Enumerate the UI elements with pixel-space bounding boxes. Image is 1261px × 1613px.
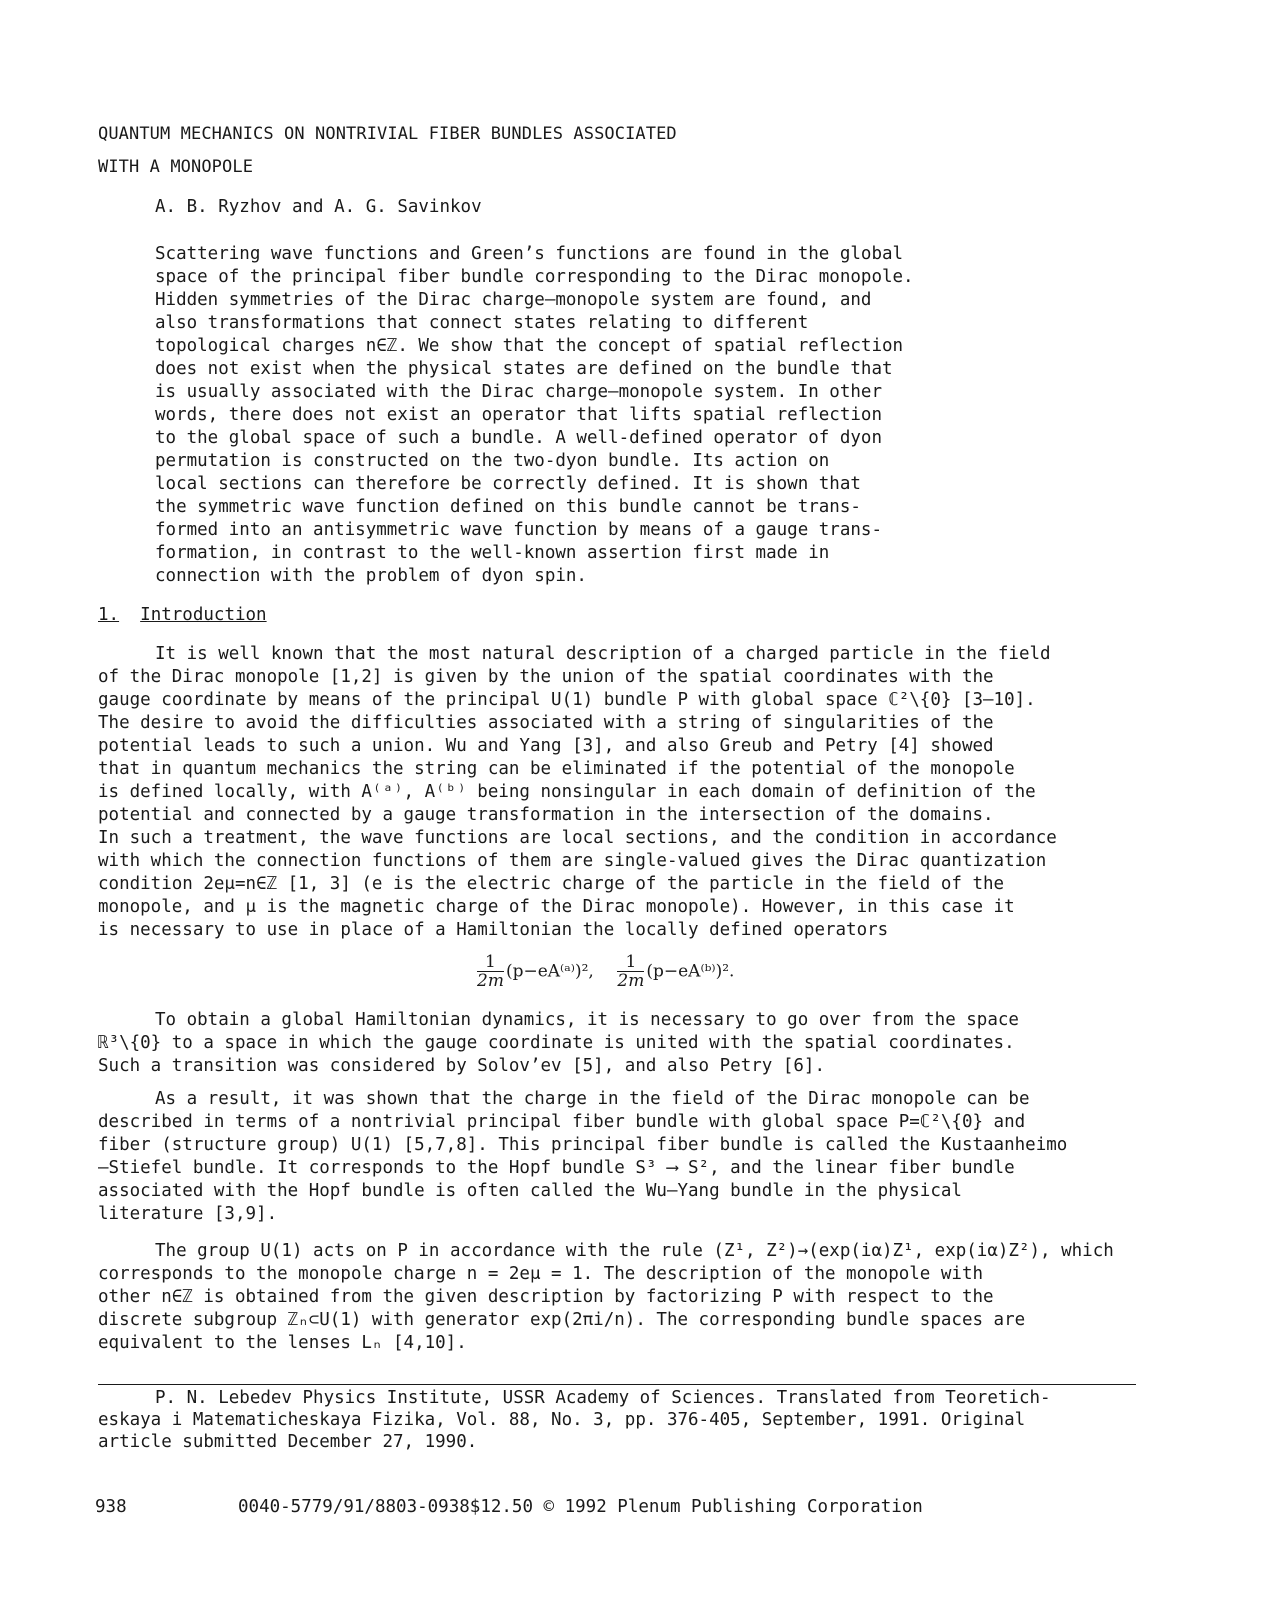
abstract-line: connection with the problem of dyon spin. [155,566,587,586]
formula-expression-b: (p−eA⁽ᵇ⁾)². [646,961,735,982]
body-line: The group U(1) acts on P in accordance with the rule (Z¹, Z²)→(exp(iα)Z¹, exp(iα)Z²), which [155,1241,1114,1261]
body-line: potential and connected by a gauge transformation in the intersection of the domains. [98,805,994,825]
body-line: equivalent to the lenses Lₙ [4,10]. [98,1333,467,1353]
body-line: of the Dirac monopole [1,2] is given by the union of the spatial coordinates with the [98,667,994,687]
fraction-denominator: 2m [477,971,504,991]
fraction [617,953,644,990]
body-line: gauge coordinate by means of the principal U(1) bundle P with global space ℂ²\{0} [3–10]. [98,690,1036,710]
fraction [477,953,504,990]
body-line: is necessary to use in place of a Hamiltonian the locally defined operators [98,920,889,940]
abstract-line: the symmetric wave function defined on this bundle cannot be trans- [155,497,861,517]
body-line: potential leads to such a union. Wu and Yang [3], and also Greub and Petry [4] showed [98,736,994,756]
body-line: To obtain a global Hamiltonian dynamics, it is necessary to go over from the space [155,1010,1019,1030]
body-line: is defined locally, with A⁽ᵃ⁾, A⁽ᵇ⁾ being nonsingular in each domain of definition of the [98,782,1036,802]
abstract-line: is usually associated with the Dirac charge–monopole system. In other [155,382,882,402]
abstract-line: Scattering wave functions and Green’s functions are found in the global [155,244,904,264]
body-line: The desire to avoid the difficulties associated with a string of singularities of the [98,713,994,733]
fraction-numerator: 1 [617,953,644,972]
section-heading [98,605,267,625]
hamiltonian-formula [475,953,734,990]
fraction-denominator: 2m [617,971,645,991]
abstract-line: Hidden symmetries of the Dirac charge–monopole system are found, and [155,290,872,310]
fraction-numerator: 1 [477,953,504,972]
formula-expression-a: (p−eA⁽ᵃ⁾)², [505,961,594,982]
paragraph-4 [98,1240,1198,1355]
abstract-line: topological charges n∈ℤ. We show that the concept of spatial reflection [155,336,904,356]
abstract-line: does not exist when the physical states are defined on the bundle that [155,359,893,379]
abstract-line: also transformations that connect states relating to different [155,313,809,333]
authors: A. B. Ryzhov and A. G. Savinkov [155,197,482,217]
footnote-line: eskaya i Matematicheskaya Fizika, Vol. 88, No. 3, pp. 376-405, September, 1991. Original [98,1410,1026,1430]
publication-code: 0040-5779/91/8803-0938$12.50 © 1992 Plenum Publishing Corporation [238,1497,923,1517]
section-title: Introduction [140,605,267,625]
abstract-line: formation, in contrast to the well-known assertion first made in [155,543,830,563]
body-line: described in terms of a nontrivial principal fiber bundle with global space P=ℂ²\{0} and [98,1112,1026,1132]
abstract-line: formed into an antisymmetric wave function by means of a gauge trans- [155,520,882,540]
body-line: corresponds to the monopole charge n = 2eμ = 1. The description of the monopole with [98,1264,984,1284]
body-line: fiber (structure group) U(1) [5,7,8]. This principal fiber bundle is called the Kustaanheimo [98,1135,1068,1155]
footnote-line: P. N. Lebedev Physics Institute, USSR Academy of Sciences. Translated from Teoretich- [155,1388,1051,1408]
paragraph-2 [98,1009,1198,1078]
body-line: As a result, it was shown that the charge in the field of the Dirac monopole can be [155,1089,1030,1109]
abstract-line: permutation is constructed on the two-dyon bundle. Its action on [155,451,830,471]
body-line: It is well known that the most natural description of a charged particle in the field [155,644,1051,664]
abstract-line: words, there does not exist an operator that lifts spatial reflection [155,405,882,425]
abstract [155,243,914,588]
body-line: that in quantum mechanics the string can be eliminated if the potential of the monopole [98,759,1015,779]
footnote-divider [98,1384,1136,1385]
abstract-line: to the global space of such a bundle. A well-defined operator of dyon [155,428,882,448]
body-line: condition 2eμ=n∈ℤ [1, 3] (e is the electric charge of the particle in the field of the [98,874,1005,894]
title-line: QUANTUM MECHANICS ON NONTRIVIAL FIBER BUNDLES ASSOCIATED [98,124,677,144]
body-line: monopole, and μ is the magnetic charge of the Dirac monopole). However, in this case it [98,897,1015,917]
paper-title [98,118,1158,184]
section-number: 1. [98,605,120,625]
footnote-line: article submitted December 27, 1990. [98,1432,478,1452]
body-line: with which the connection functions of them are single-valued gives the Dirac quantization [98,851,1047,871]
abstract-line: space of the principal fiber bundle corresponding to the Dirac monopole. [155,267,914,287]
body-line: ℝ³\{0} to a space in which the gauge coordinate is united with the spatial coordinates. [98,1033,1015,1053]
paragraph-3 [98,1088,1198,1226]
body-line: discrete subgroup ℤₙ⊂U(1) with generator exp(2πi/n). The corresponding bundle spaces are [98,1310,1026,1330]
body-line: –Stiefel bundle. It corresponds to the Hopf bundle S³ ⟶ S², and the linear fiber bundle [98,1158,1015,1178]
page-number: 938 [95,1497,127,1517]
body-line: other n∈ℤ is obtained from the given description by factorizing P with respect to the [98,1287,994,1307]
footnote [98,1387,1051,1453]
body-line: associated with the Hopf bundle is often called the Wu–Yang bundle in the physical [98,1181,962,1201]
title-line: WITH A MONOPOLE [98,157,254,177]
abstract-line: local sections can therefore be correctly defined. It is shown that [155,474,861,494]
body-line: Such a transition was considered by Solov’ev [5], and also Petry [6]. [98,1056,825,1076]
body-line: literature [3,9]. [98,1204,278,1224]
body-line: In such a treatment, the wave functions are local sections, and the condition in accordance [98,828,1057,848]
paragraph-1 [98,643,1198,942]
